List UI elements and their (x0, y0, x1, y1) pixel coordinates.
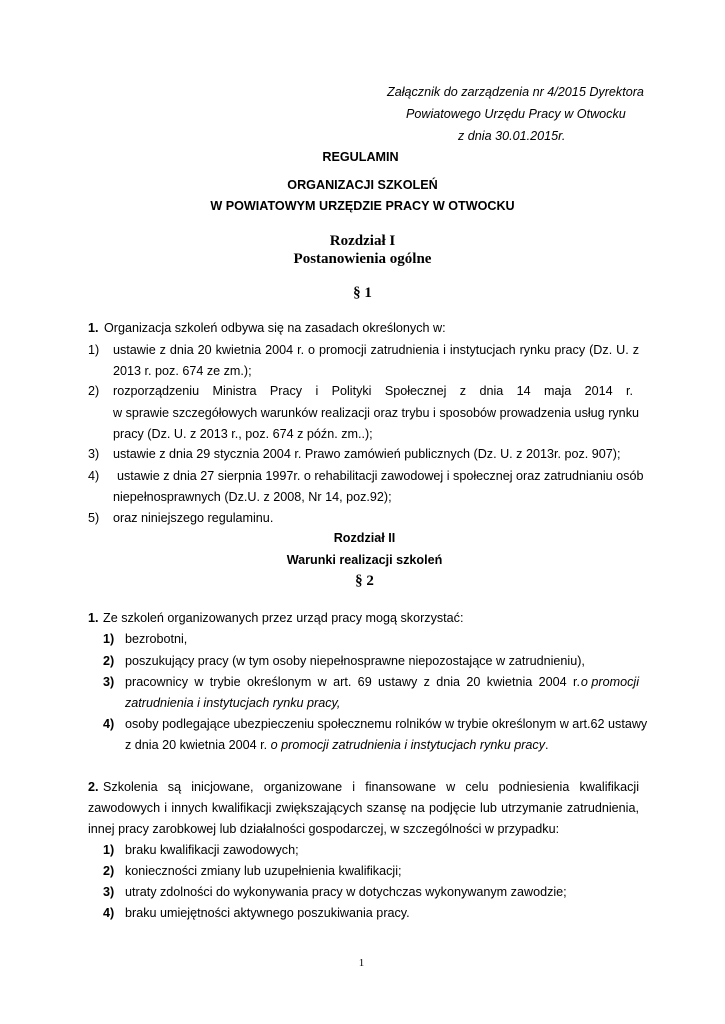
ch1-intro-number: 1. (88, 321, 99, 335)
ch2-p2-item-2-number: 2) (103, 864, 115, 878)
ch2-p2-item-4-number: 4) (103, 906, 115, 920)
ch1-item-5-line-1: oraz niniejszego regulaminu. (113, 511, 274, 525)
ch1-item-2-line-3: pracy (Dz. U. z 2013 r., poz. 674 z późn. zm..); (113, 427, 373, 441)
ch2-p1-item-1-number: 1) (103, 632, 115, 646)
ch2-p1-item-3-line-2: zatrudnienia i instytucjach rynku pracy, (125, 696, 341, 710)
title-line-3: W POWIATOWYM URZĘDZIE PRACY W OTWOCKU (210, 199, 515, 213)
ch1-item-4-number: 4) (88, 469, 100, 483)
ch2-p2-item-3-number: 3) (103, 885, 115, 899)
ch2-p2-line-2: zawodowych i innych kwalifikacji zwiększających szansę na podjęcie lub utrzymanie zatrudnienia, (88, 801, 639, 815)
ch2-p1-text: Ze szkoleń organizowanych przez urząd pracy mogą skorzystać: (103, 611, 464, 625)
ch2-p2-item-3-text: utraty zdolności do wykonywania pracy w dotychczas wykonywanym zawodzie; (125, 885, 567, 899)
ch1-item-3-line-1: ustawie z dnia 29 stycznia 2004 r. Prawo zamówień publicznych (Dz. U. z 2013r. poz. 907); (113, 447, 621, 461)
ch1-item-2-line-1: rozporządzeniu Ministra Pracy i Polityki Społecznej z dnia 14 maja 2014 r. (113, 384, 633, 398)
ch1-item-1-line-2: 2013 r. poz. 674 ze zm.); (113, 364, 252, 378)
section-2-symbol: § 2 (355, 573, 374, 589)
ch2-p2-item-1-text: braku kwalifikacji zawodowych; (125, 843, 299, 857)
ch1-item-5-number: 5) (88, 511, 100, 525)
annex-line-2: Powiatowego Urzędu Pracy w Otwocku (406, 107, 626, 121)
ch2-p1-item-4-line-2-end: . (545, 738, 549, 752)
chapter-2-subheading: Warunki realizacji szkoleń (286, 553, 443, 567)
ch1-intro-text: Organizacja szkoleń odbywa się na zasadach określonych w: (104, 321, 446, 335)
ch1-item-1-number: 1) (88, 343, 100, 357)
chapter-1-subheading: Postanowienia ogólne (293, 251, 432, 267)
title-line-2: ORGANIZACJI SZKOLEŃ (287, 178, 438, 192)
ch2-p2-line-1: Szkolenia są inicjowane, organizowane i finansowane w celu podniesienia kwalifikacji (103, 780, 639, 794)
ch2-p1-item-4-line-2-italic: o promocji zatrudnienia i instytucjach rynku pracy (270, 738, 546, 752)
page-number: 1 (358, 957, 365, 969)
ch2-p2-line-3: innej pracy zarobkowej lub działalności gospodarczej, w szczególności w przypadku: (88, 822, 560, 836)
ch2-p1-item-3-line-1-text: pracownicy w trybie określonym w art. 69 ustawy z dnia 20 kwietnia 2004 r. (125, 675, 580, 689)
ch2-p2-item-2-text: konieczności zmiany lub uzupełnienia kwalifikacji; (125, 864, 402, 878)
ch2-p1-number: 1. (88, 611, 99, 625)
ch1-item-4-line-1: ustawie z dnia 27 sierpnia 1997r. o rehabilitacji zawodowej i społecznej oraz zatrudnianiu osób (117, 469, 644, 483)
ch2-p1-item-3-line-1 (125, 675, 639, 689)
chapter-1-heading: Rozdział I (329, 233, 396, 249)
ch2-p2-item-1-number: 1) (103, 843, 115, 857)
ch1-item-4-line-2: niepełnosprawnych (Dz.U. z 2008, Nr 14, poz.92); (113, 490, 392, 504)
ch2-p2-item-4-text: braku umiejętności aktywnego poszukiwania pracy. (125, 906, 410, 920)
ch2-p1-item-3-line-1-italic: o promocji (580, 675, 639, 689)
ch2-p1-item-4-number: 4) (103, 717, 115, 731)
ch2-p1-item-4-line-1: osoby podlegające ubezpieczeniu społecznemu rolników w trybie określonym w art.62 ustawy (125, 717, 648, 731)
ch2-p1-item-2-number: 2) (103, 654, 115, 668)
ch2-p1-item-4-line-2-text: z dnia 20 kwietnia 2004 r. (125, 738, 268, 752)
ch2-p1-item-2-text: poszukujący pracy (w tym osoby niepełnosprawne niepozostające w zatrudnieniu), (125, 654, 585, 668)
section-1-symbol: § 1 (353, 285, 372, 301)
ch1-item-2-line-2: w sprawie szczegółowych warunków realizacji oraz trybu i sposobów prowadzenia usług rynku (113, 406, 639, 420)
ch1-item-2-number: 2) (88, 384, 100, 398)
annex-line-1: Załącznik do zarządzenia nr 4/2015 Dyrektora (387, 85, 644, 99)
title-regulamin: REGULAMIN (322, 150, 399, 164)
annex-line-3: z dnia 30.01.2015r. (458, 129, 566, 143)
ch2-p2-number: 2. (88, 780, 99, 794)
chapter-2-heading: Rozdział II (333, 531, 396, 545)
ch2-p1-item-4-line-2 (125, 738, 549, 752)
ch1-item-3-number: 3) (88, 447, 100, 461)
ch2-p1-item-1-text: bezrobotni, (125, 632, 188, 646)
ch2-p1-item-3-number: 3) (103, 675, 115, 689)
ch1-item-1-line-1: ustawie z dnia 20 kwietnia 2004 r. o promocji zatrudnienia i instytucjach rynku pracy (Dz. U. z (113, 343, 639, 357)
